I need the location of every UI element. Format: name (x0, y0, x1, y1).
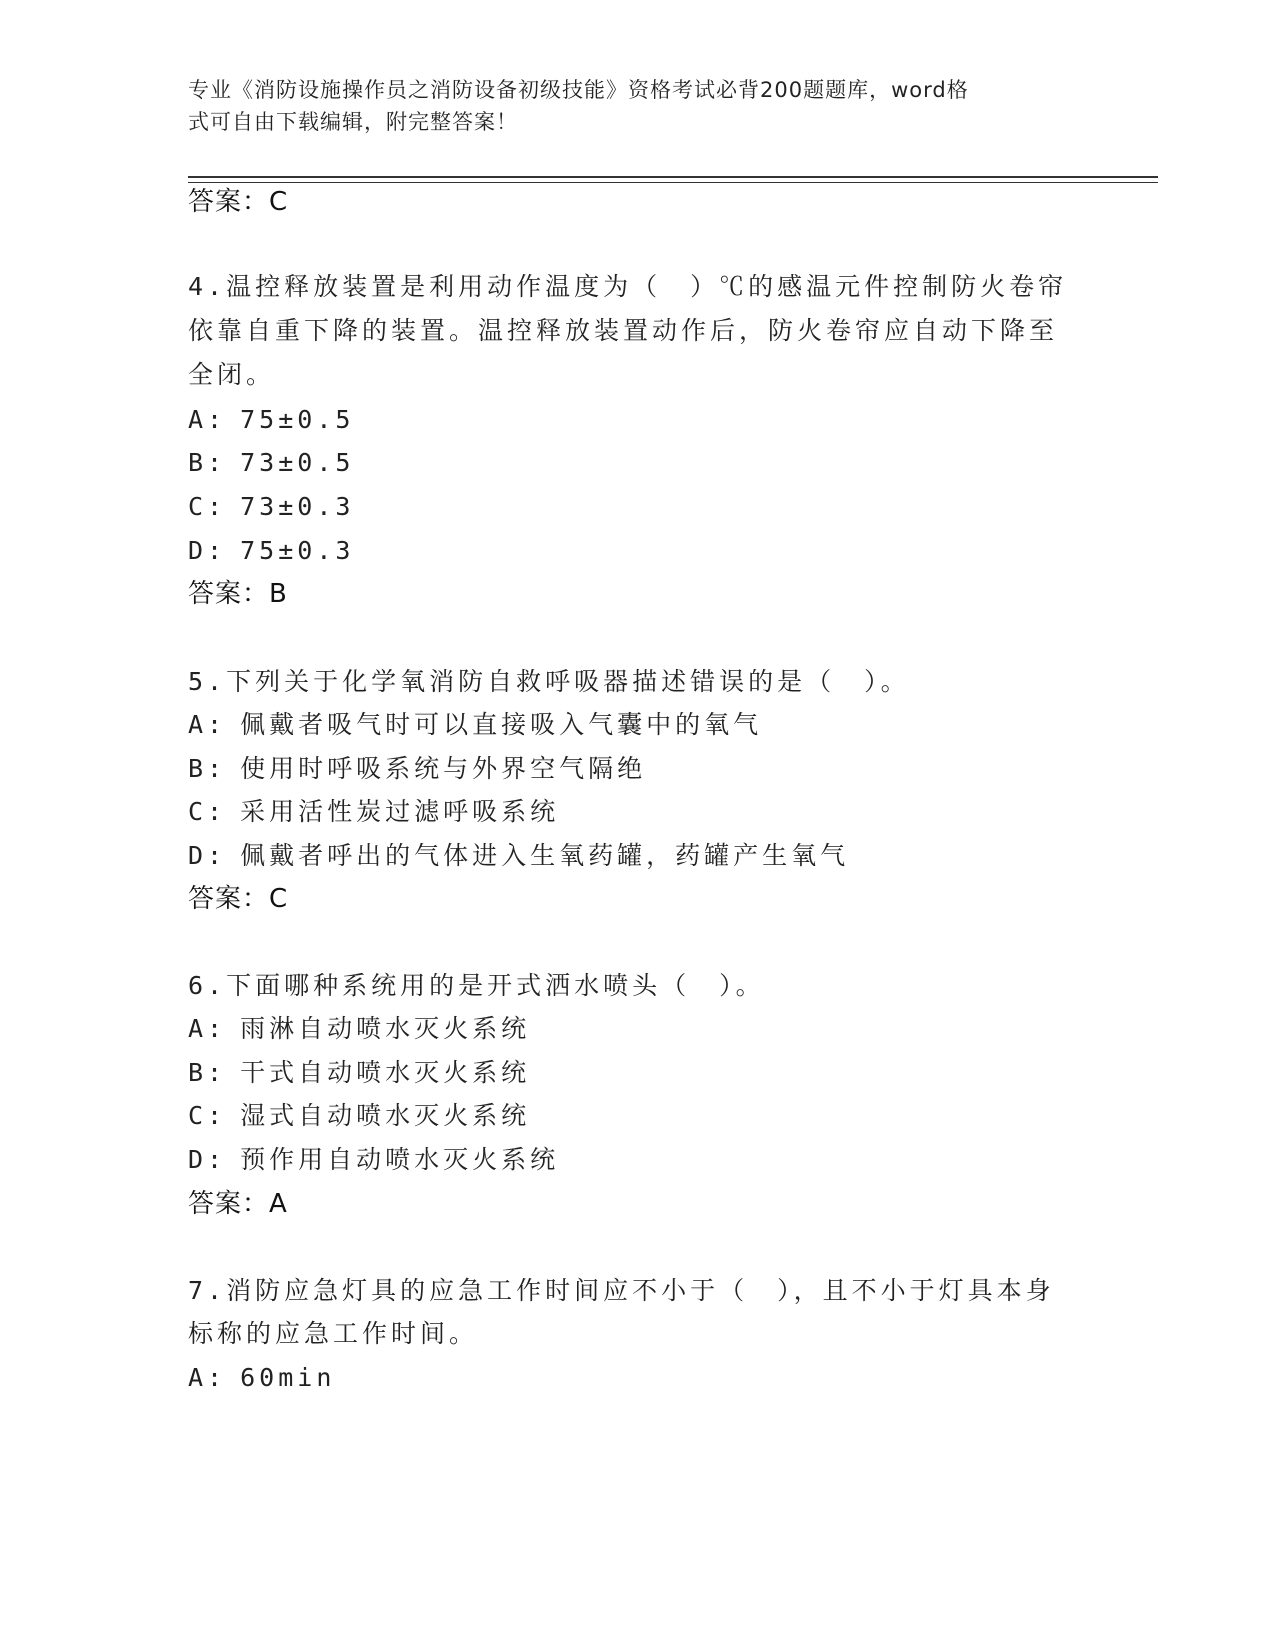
option-letter: A: (188, 1014, 227, 1043)
question-6-option-a (188, 1012, 530, 1046)
option-text: 73±0.3 (240, 492, 355, 521)
question-4-option-a (188, 403, 354, 437)
question-5-option-d (188, 839, 849, 873)
option-text: 干式自动喷水灭火系统 (240, 1058, 531, 1087)
question-6-option-d (188, 1143, 559, 1177)
question-4-option-b (188, 446, 354, 480)
option-letter: B: (188, 448, 227, 477)
question-7-stem-line-2: 标称的应急工作时间。 (188, 1319, 479, 1348)
header-divider-thin (188, 182, 1158, 183)
option-text: 60min (240, 1363, 336, 1392)
option-text: 佩戴者呼出的气体进入生氧药罐，药罐产生氧气 (240, 841, 850, 870)
option-text: 75±0.5 (240, 405, 355, 434)
option-letter: D: (188, 841, 227, 870)
question-6-option-c (188, 1099, 530, 1133)
option-letter: B: (188, 754, 227, 783)
question-4-stem-line-2: 依靠自重下降的装置。温控释放装置动作后，防火卷帘应自动下降至 (188, 316, 1059, 345)
question-4-stem-line-3: 全闭。 (188, 360, 276, 389)
option-letter: D: (188, 1145, 227, 1174)
question-5-stem-line-1: 5.下列关于化学氧消防自救呼吸器描述错误的是（ ）。 (188, 667, 910, 696)
option-letter: D: (188, 536, 227, 565)
option-letter: C: (188, 797, 227, 826)
question-7-option-a (188, 1361, 335, 1395)
question-6-stem-line-1: 6.下面哪种系统用的是开式洒水喷头（ ）。 (188, 971, 765, 1000)
option-letter: B: (188, 1058, 227, 1087)
option-letter: A: (188, 710, 227, 739)
answer-q4: 答案：B (188, 579, 288, 609)
header-line-1: 专业《消防设施操作员之消防设备初级技能》资格考试必背200题题库，word格 (188, 78, 969, 102)
page-header (188, 74, 1068, 138)
header-divider-thick (188, 176, 1158, 178)
option-text: 雨淋自动喷水灭火系统 (240, 1014, 531, 1043)
question-4-option-d (188, 534, 354, 568)
answer-q3: 答案：C (188, 187, 289, 217)
question-6-option-b (188, 1056, 530, 1090)
answer-q6: 答案：A (188, 1189, 288, 1219)
answer-q5: 答案：C (188, 884, 289, 914)
option-text: 预作用自动喷水灭火系统 (240, 1145, 560, 1174)
option-text: 73±0.5 (240, 448, 355, 477)
question-4-option-c (188, 490, 354, 524)
option-text: 采用活性炭过滤呼吸系统 (240, 797, 560, 826)
question-7-stem-line-1: 7.消防应急灯具的应急工作时间应不小于（ ），且不小于灯具本身 (188, 1276, 1055, 1305)
option-letter: C: (188, 1101, 227, 1130)
option-letter: A: (188, 405, 227, 434)
option-text: 75±0.3 (240, 536, 355, 565)
question-5-option-a (188, 708, 762, 742)
option-letter: C: (188, 492, 227, 521)
question-5-option-b (188, 752, 646, 786)
option-text: 佩戴者吸气时可以直接吸入气囊中的氧气 (240, 710, 763, 739)
header-line-2: 式可自由下载编辑，附完整答案！ (188, 110, 518, 134)
option-text: 使用时呼吸系统与外界空气隔绝 (240, 754, 647, 783)
question-4-stem-line-1: 4.温控释放装置是利用动作温度为（ ）℃的感温元件控制防火卷帘 (188, 272, 1068, 301)
option-letter: A: (188, 1363, 227, 1392)
option-text: 湿式自动喷水灭火系统 (240, 1101, 531, 1130)
question-5-option-c (188, 795, 559, 829)
